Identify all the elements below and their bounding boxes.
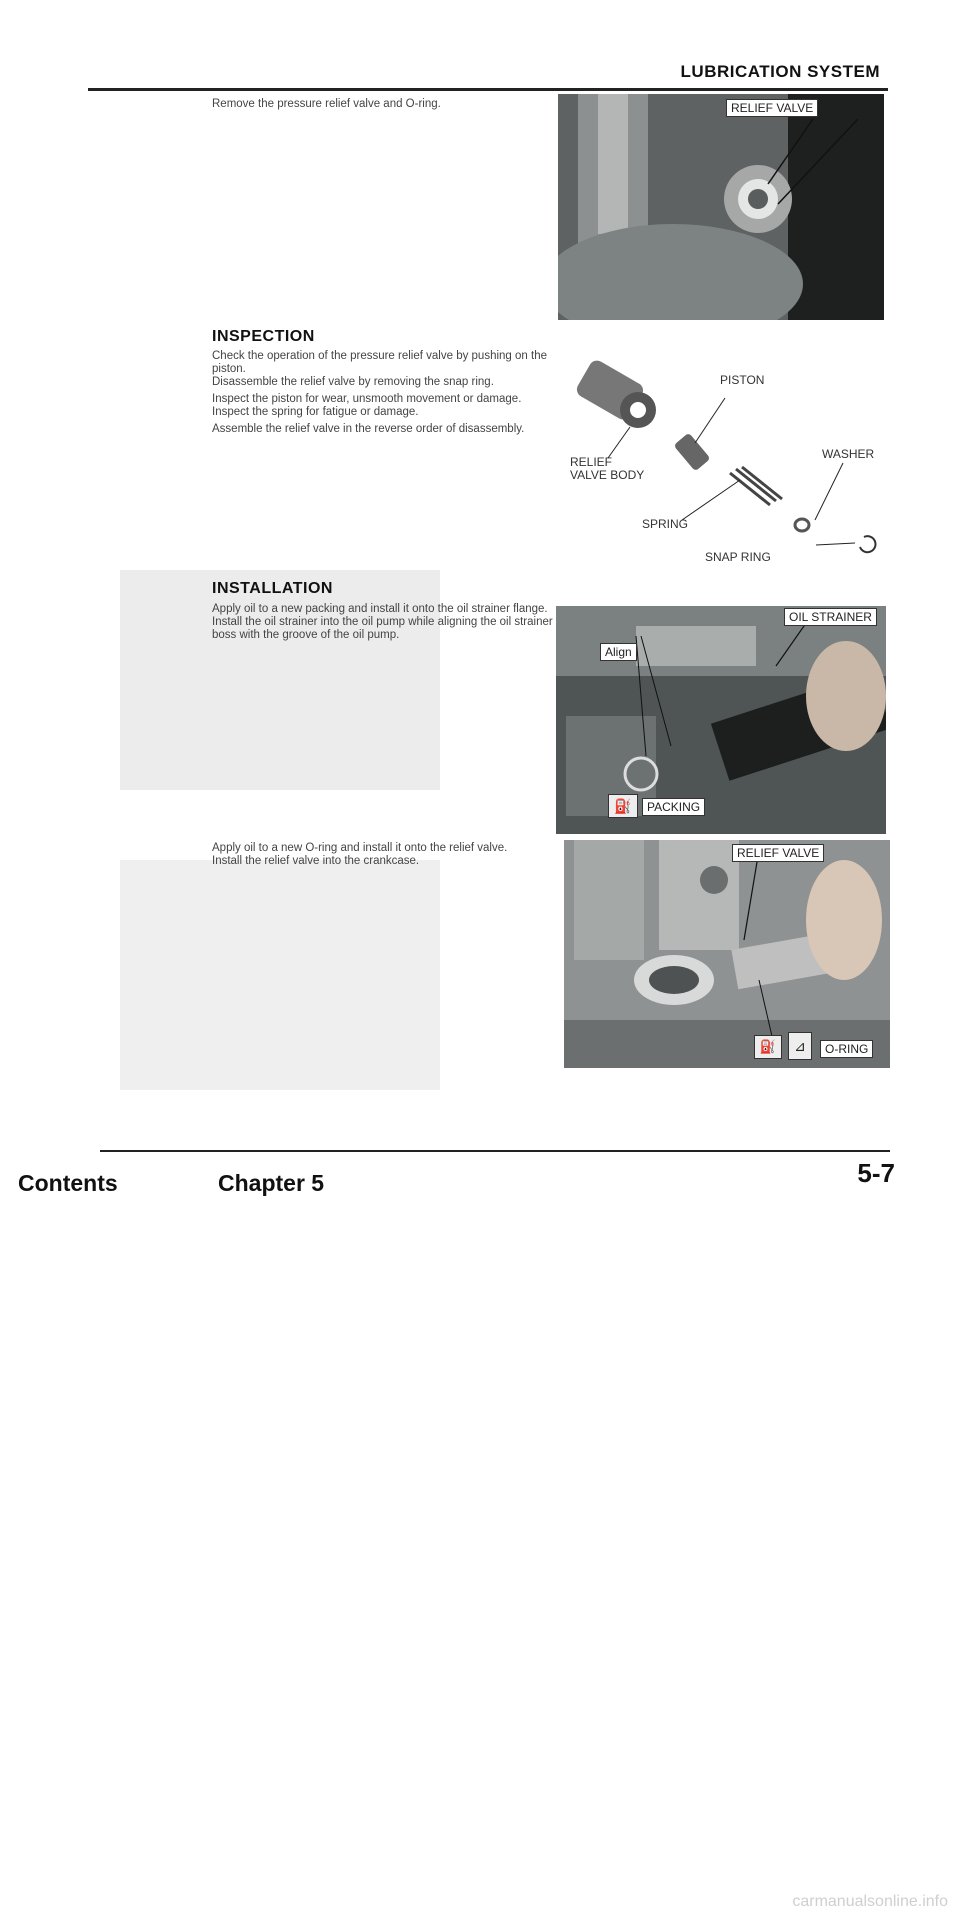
installation-p3: Apply oil to a new O-ring and install it onto the relief valve.	[212, 842, 508, 854]
inspection-title: INSPECTION	[212, 328, 315, 345]
label-washer: WASHER	[822, 447, 875, 461]
inspection-p3: Inspect the piston for wear, unsmooth movement or damage.	[212, 393, 522, 405]
inspection-p4: Inspect the spring for fatigue or damage.	[212, 406, 419, 418]
installation-body-2	[212, 842, 557, 868]
site-watermark: carmanualsonline.info	[792, 1893, 948, 1910]
label-relief-valve: RELIEF VALVE	[726, 99, 818, 117]
label-oil-strainer: OIL STRAINER	[784, 608, 877, 626]
oil-can-icon: ⛽	[754, 1035, 782, 1059]
photo-relief-valve-install	[564, 840, 890, 1068]
label-relief-body-1: RELIEF	[570, 455, 613, 469]
installation-title: INSTALLATION	[212, 580, 333, 597]
label-snap-ring: SNAP RING	[705, 550, 771, 564]
chapter-link[interactable]: Chapter 5	[218, 1170, 325, 1196]
label-o-ring: O-RING	[820, 1040, 873, 1058]
installation-p1: Apply oil to a new packing and install it onto the oil strainer flange.	[212, 603, 548, 615]
oil-can-icon: ⛽	[608, 794, 638, 818]
relief-valve-photo-art	[558, 94, 884, 320]
installation-p4: Install the relief valve into the crankcase.	[212, 855, 420, 867]
oil-strainer-photo-art	[556, 606, 886, 834]
intro-text: Remove the pressure relief valve and O-ring.	[212, 98, 441, 110]
label-spring: SPRING	[642, 517, 689, 531]
ghost-background	[120, 860, 440, 1090]
relief-valve-diagram	[560, 355, 890, 570]
inspection-p1: Check the operation of the pressure relief valve by pushing on the piston.	[212, 350, 547, 375]
photo-relief-valve	[558, 94, 884, 320]
footer-rule	[100, 1150, 890, 1152]
label-piston: PISTON	[720, 373, 765, 387]
installation-body	[212, 603, 557, 642]
section-header: LUBRICATION SYSTEM	[680, 62, 880, 81]
label-relief-body-2: VALVE BODY	[570, 468, 645, 482]
inspection-p5: Assemble the relief valve in the reverse order of disassembly.	[212, 423, 525, 435]
label-align: Align	[600, 643, 637, 661]
photo-oil-strainer	[556, 606, 886, 834]
label-relief-valve-2: RELIEF VALVE	[732, 844, 824, 862]
valve-body-shape	[574, 358, 656, 428]
relief-valve-install-art	[564, 840, 890, 1068]
header-rule	[88, 88, 888, 91]
inspection-body	[212, 350, 557, 436]
contents-link[interactable]: Contents	[18, 1170, 118, 1196]
inspection-p2: Disassemble the relief valve by removing the snap ring.	[212, 376, 494, 388]
label-packing: PACKING	[642, 798, 705, 816]
grease-icon: ⊿	[788, 1032, 812, 1060]
page-number: 5-7	[857, 1158, 895, 1188]
installation-p2: Install the oil strainer into the oil pump while aligning the oil strainer boss with the groove of the oil pump.	[212, 616, 553, 641]
